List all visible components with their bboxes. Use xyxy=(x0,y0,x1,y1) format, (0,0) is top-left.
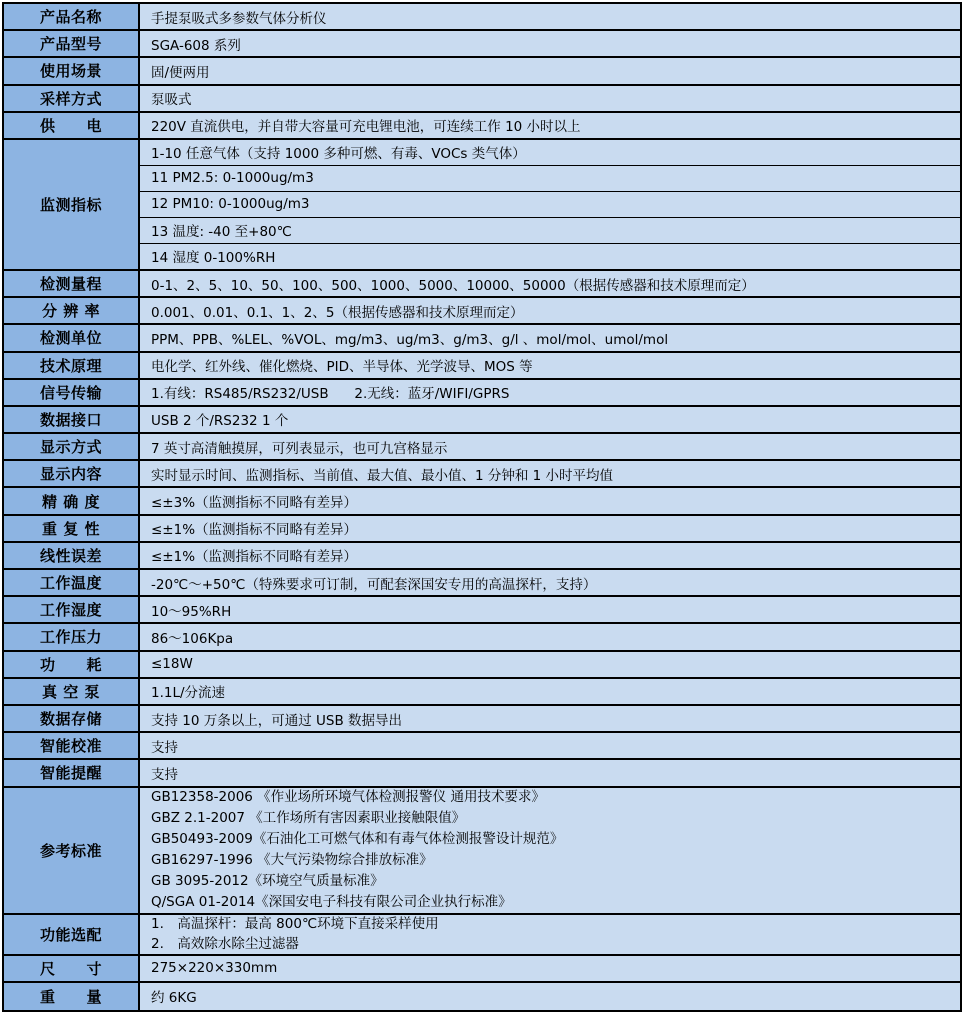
row-value: 支持 10 万条以上，可通过 USB 数据导出 xyxy=(151,712,403,729)
spec-row-repeatability xyxy=(4,516,960,543)
spec-row-data-interface xyxy=(4,407,960,434)
spec-row-monitoring-indicators xyxy=(4,140,960,271)
row-label: 产品名称 xyxy=(4,4,140,29)
row-value: 86～106Kpa xyxy=(151,630,234,647)
spec-row-reference-standards xyxy=(4,788,960,915)
sub-row-gases: 1-10 任意气体（支持 1000 多种可燃、有毒、VOCs 类气体） xyxy=(140,140,960,166)
row-value: 支持 xyxy=(151,766,178,783)
row-label: 数据接口 xyxy=(4,407,140,432)
row-label: 功 耗 xyxy=(4,652,140,677)
row-value: 泵吸式 xyxy=(151,92,192,109)
option-line: 1. 高温探杆：最高 800℃环境下直接采样使用 xyxy=(151,916,439,932)
row-value: PPM、PPB、%LEL、%VOL、mg/m3、ug/m3、g/m3、g/l 、mol/mol、umol/mol xyxy=(151,331,669,348)
sub-row-humidity: 14 湿度 0-100%RH xyxy=(151,250,276,267)
row-label: 尺 寸 xyxy=(4,956,140,981)
spec-row-usage-scene xyxy=(4,58,960,85)
sub-row-temperature: 13 温度: -40 至+80℃ xyxy=(140,218,960,244)
row-label: 真 空 泵 xyxy=(4,679,140,704)
standard-line: GB 3095-2012《环境空气质量标准》 xyxy=(151,873,384,889)
row-label: 产品型号 xyxy=(4,31,140,56)
spec-row-smart-reminder xyxy=(4,760,960,787)
row-value: USB 2 个/RS232 1 个 xyxy=(151,413,289,430)
row-value: 275×220×330mm xyxy=(151,960,278,977)
row-label: 智能提醒 xyxy=(4,760,140,785)
row-label: 功能选配 xyxy=(4,915,140,954)
spec-row-product-name xyxy=(4,4,960,31)
row-label: 重 量 xyxy=(4,983,140,1010)
row-label: 数据存储 xyxy=(4,706,140,731)
row-label: 监测指标 xyxy=(4,140,140,269)
spec-row-power-supply xyxy=(4,113,960,140)
row-value: 电化学、红外线、催化燃烧、PID、半导体、光学波导、MOS 等 xyxy=(151,359,533,376)
row-value: 手提泵吸式多参数气体分析仪 xyxy=(151,10,327,27)
spec-row-working-temperature xyxy=(4,570,960,597)
standard-line: GB50493-2009《石油化工可燃气体和有毒气体检测报警设计规范》 xyxy=(151,831,564,847)
row-label: 工作湿度 xyxy=(4,597,140,622)
row-value: 1.有线：RS485/RS232/USB 2.无线：蓝牙/WIFI/GPRS xyxy=(151,386,510,403)
spec-row-display-mode xyxy=(4,434,960,461)
option-line: 2. 高效除水除尘过滤器 xyxy=(151,936,299,952)
row-label: 线性误差 xyxy=(4,543,140,568)
row-label: 分 辨 率 xyxy=(4,298,140,323)
row-label: 工作温度 xyxy=(4,570,140,595)
row-label: 显示方式 xyxy=(4,434,140,459)
row-label: 精 确 度 xyxy=(4,488,140,513)
spec-row-weight xyxy=(4,983,960,1010)
row-value-group xyxy=(140,140,960,269)
spec-row-detection-range xyxy=(4,271,960,298)
row-label: 检测单位 xyxy=(4,325,140,350)
row-value: 0-1、2、5、10、50、100、500、1000、5000、10000、50000（根据传感器和技术原理而定） xyxy=(151,277,755,294)
row-value-group xyxy=(140,788,960,913)
sub-row-pm25: 11 PM2.5: 0-1000ug/m3 xyxy=(140,166,960,192)
row-value: ≤18W xyxy=(151,656,193,673)
spec-row-working-humidity xyxy=(4,597,960,624)
row-label: 重 复 性 xyxy=(4,516,140,541)
row-value: ≤±1%（监测指标不同略有差异） xyxy=(151,549,358,566)
spec-row-technology-principle xyxy=(4,353,960,380)
standard-line: GB12358-2006 《作业场所环境气体检测报警仪 通用技术要求》 xyxy=(151,789,545,805)
spec-row-signal-transmission xyxy=(4,380,960,407)
row-value: 支持 xyxy=(151,739,178,756)
row-value: SGA-608 系列 xyxy=(151,37,241,54)
product-spec-table xyxy=(2,2,962,1012)
row-label: 技术原理 xyxy=(4,353,140,378)
row-value: ≤±1%（监测指标不同略有差异） xyxy=(151,522,358,539)
row-value: 7 英寸高清触摸屏，可列表显示，也可九宫格显示 xyxy=(151,440,448,457)
row-label: 显示内容 xyxy=(4,461,140,486)
row-value: 0.001、0.01、0.1、1、2、5（根据传感器和技术原理而定） xyxy=(151,304,524,321)
spec-row-display-content xyxy=(4,461,960,488)
standard-line: Q/SGA 01-2014《深国安电子科技有限公司企业执行标准》 xyxy=(151,894,512,910)
spec-row-resolution xyxy=(4,298,960,325)
spec-row-sampling-method xyxy=(4,86,960,113)
row-value-group xyxy=(140,915,960,954)
spec-row-optional-functions xyxy=(4,915,960,956)
row-value: 220V 直流供电，并自带大容量可充电锂电池，可连续工作 10 小时以上 xyxy=(151,119,581,136)
row-label: 供 电 xyxy=(4,113,140,138)
row-label: 工作压力 xyxy=(4,624,140,649)
row-value: ≤±3%（监测指标不同略有差异） xyxy=(151,495,358,512)
row-label: 检测量程 xyxy=(4,271,140,296)
spec-row-product-model xyxy=(4,31,960,58)
row-label: 参考标准 xyxy=(4,788,140,913)
standard-line: GBZ 2.1-2007 《工作场所有害因素职业接触限值》 xyxy=(151,810,466,826)
spec-row-data-storage xyxy=(4,706,960,733)
spec-row-vacuum-pump xyxy=(4,679,960,706)
row-label: 采样方式 xyxy=(4,86,140,111)
row-value: -20℃～+50℃（特殊要求可订制，可配套深国安专用的高温探杆，支持） xyxy=(151,576,597,593)
spec-row-working-pressure xyxy=(4,624,960,651)
row-value: 1.1L/分流速 xyxy=(151,685,226,702)
row-value: 固/便两用 xyxy=(151,64,210,81)
row-label: 信号传输 xyxy=(4,380,140,405)
row-value: 约 6KG xyxy=(151,990,197,1007)
standard-line: GB16297-1996 《大气污染物综合排放标准》 xyxy=(151,852,433,868)
spec-row-detection-unit xyxy=(4,325,960,352)
spec-row-accuracy xyxy=(4,488,960,515)
row-label: 使用场景 xyxy=(4,58,140,83)
spec-row-linearity-error xyxy=(4,543,960,570)
row-value: 实时显示时间、监测指标、当前值、最大值、最小值、1 分钟和 1 小时平均值 xyxy=(151,467,614,484)
row-label: 智能校准 xyxy=(4,733,140,758)
spec-row-smart-calibration xyxy=(4,733,960,760)
row-value: 10～95%RH xyxy=(151,603,232,620)
spec-row-power-consumption xyxy=(4,652,960,679)
spec-row-dimensions xyxy=(4,956,960,983)
sub-row-pm10: 12 PM10: 0-1000ug/m3 xyxy=(140,192,960,218)
